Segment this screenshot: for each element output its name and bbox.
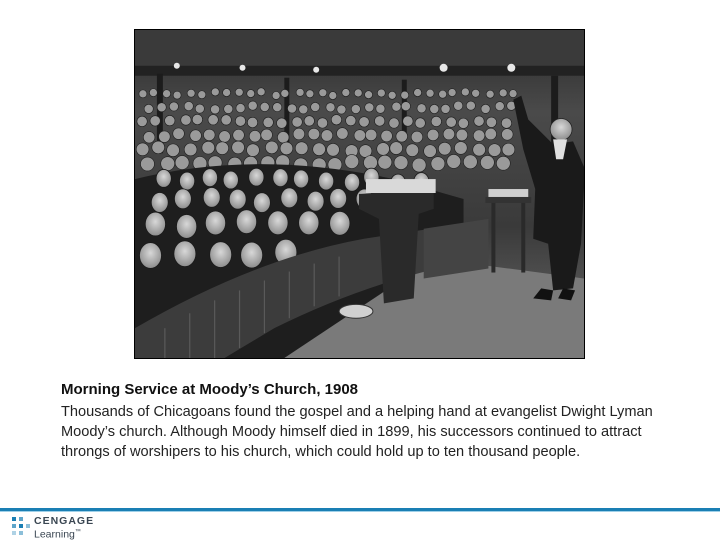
crowd-head	[377, 89, 385, 97]
crowd-head	[232, 141, 245, 154]
crowd-head	[327, 143, 340, 156]
crowd-head	[236, 104, 245, 113]
crowd-face	[330, 189, 347, 209]
crowd-head	[202, 141, 215, 154]
crowd-head	[223, 89, 231, 97]
crowd-head	[299, 105, 308, 114]
crowd-face	[179, 172, 194, 190]
crowd-head	[454, 101, 463, 110]
crowd-face	[205, 211, 225, 235]
crowd-face	[344, 173, 359, 191]
crowd-head	[412, 158, 426, 172]
crowd-head	[392, 102, 401, 111]
crowd-head	[247, 144, 260, 157]
crowd-head	[295, 142, 308, 155]
crowd-head	[495, 102, 504, 111]
crowd-head	[438, 142, 451, 155]
crowd-head	[235, 88, 243, 96]
caption-title: Morning Service at Moody’s Church, 1908	[61, 381, 359, 398]
crowd-head	[474, 116, 484, 126]
crowd-head	[157, 103, 166, 112]
crowd-head	[485, 128, 497, 140]
crowd-head	[414, 89, 422, 97]
crowd-head	[169, 102, 178, 111]
crowd-head	[337, 128, 349, 140]
crowd-head	[165, 115, 175, 125]
crowd-head	[431, 157, 445, 171]
crowd-head	[377, 143, 390, 156]
crowd-head	[417, 104, 426, 113]
crowd-face	[330, 211, 350, 235]
crowd-head	[247, 117, 257, 127]
crowd-head	[181, 115, 191, 125]
crowd-head	[308, 128, 320, 140]
crowd-head	[351, 104, 360, 113]
crowd-head	[187, 89, 195, 97]
crowd-head	[486, 90, 494, 98]
crowd-head	[263, 117, 273, 127]
crowd-head	[376, 104, 385, 113]
crowd-face	[210, 242, 232, 268]
crowd-head	[184, 101, 193, 110]
crowd-head	[486, 117, 496, 127]
crowd-head	[287, 104, 296, 113]
crowd-head	[496, 156, 510, 170]
crowd-head	[472, 89, 480, 97]
crowd-head	[260, 102, 269, 111]
crowd-head	[345, 155, 359, 169]
crowd-head	[192, 114, 202, 124]
crowd-head	[190, 130, 202, 142]
crowd-face	[202, 169, 217, 187]
crowd-head	[354, 130, 366, 142]
crowd-head	[184, 143, 197, 156]
crowd-head	[331, 115, 341, 125]
crowd-face	[307, 191, 324, 211]
crowd-head	[159, 131, 171, 143]
crowd-head	[204, 129, 216, 141]
crowd-head	[293, 128, 305, 140]
crowd-head	[359, 117, 369, 127]
crowd-head	[378, 155, 392, 169]
crowd-head	[143, 132, 155, 144]
crowd-face	[268, 211, 288, 235]
crowd-head	[346, 115, 356, 125]
church-crowd-image	[135, 30, 584, 358]
crowd-head	[163, 90, 171, 98]
crowd-face	[223, 171, 238, 189]
crowd-head	[272, 92, 280, 100]
crowd-head	[499, 89, 507, 97]
crowd-head	[415, 118, 425, 128]
crowd-head	[224, 104, 233, 113]
crowd-head	[247, 90, 255, 98]
crowd-head	[406, 144, 419, 157]
crowd-head	[466, 101, 475, 110]
cengage-logo	[12, 515, 132, 539]
crowd-head	[296, 88, 304, 96]
crowd-face	[139, 243, 161, 269]
crowd-head	[431, 116, 441, 126]
crowd-head	[216, 142, 229, 155]
crowd-head	[446, 117, 456, 127]
crowd-head	[141, 157, 155, 171]
crowd-head	[426, 89, 434, 97]
crowd-head	[388, 91, 396, 99]
crowd-face	[299, 211, 319, 235]
crowd-face	[318, 172, 333, 190]
crowd-head	[354, 89, 362, 97]
crowd-head	[481, 104, 490, 113]
crowd-head	[473, 143, 486, 156]
crowd-face	[174, 241, 196, 267]
crowd-head	[280, 142, 293, 155]
crowd-head	[403, 116, 413, 126]
crowd-head	[265, 141, 278, 154]
crowd-head	[448, 89, 456, 97]
crowd-face	[253, 193, 270, 213]
crowd-head	[144, 104, 153, 113]
crowd-head	[257, 88, 265, 96]
historical-photograph	[134, 29, 585, 359]
crowd-head	[321, 130, 333, 142]
crowd-head	[277, 132, 289, 144]
crowd-head	[458, 118, 468, 128]
crowd-head	[195, 104, 204, 113]
crowd-face	[203, 187, 220, 207]
crowd-face	[281, 188, 298, 208]
crowd-face	[174, 189, 191, 209]
logo-brand-line2-text: Learning	[34, 528, 75, 541]
crowd-face	[176, 215, 196, 239]
crowd-head	[365, 91, 373, 99]
crowd-head	[394, 156, 408, 170]
crowd-head	[173, 91, 181, 99]
crowd-head	[319, 89, 327, 97]
crowd-head	[390, 142, 403, 155]
crowd-head	[473, 130, 485, 142]
crowd-face	[145, 212, 165, 236]
crowd-head	[389, 118, 399, 128]
crowd-head	[365, 129, 377, 141]
crowd-head	[411, 131, 423, 143]
cengage-logo-mark-icon	[12, 517, 30, 535]
crowd-head	[501, 118, 511, 128]
crowd-head	[463, 155, 477, 169]
crowd-head	[337, 105, 346, 114]
crowd-head	[149, 89, 157, 97]
crowd-face	[236, 210, 256, 234]
crowd-head	[249, 130, 261, 142]
crowd-head	[221, 115, 231, 125]
crowd-face	[293, 170, 308, 188]
crowd-head	[235, 116, 245, 126]
crowd-head	[304, 116, 314, 126]
crowd-head	[502, 129, 514, 141]
crowd-head	[173, 128, 185, 140]
crowd-head	[439, 90, 447, 98]
crowd-head	[447, 154, 461, 168]
crowd-head	[139, 90, 147, 98]
crowd-head	[430, 104, 439, 113]
crowd-head	[248, 101, 257, 110]
crowd-head	[342, 89, 350, 97]
crowd-head	[509, 90, 517, 98]
crowd-head	[198, 91, 206, 99]
crowd-head	[167, 144, 180, 157]
crowd-face	[241, 242, 263, 268]
logo-trademark: ™	[74, 529, 81, 535]
crowd-face	[273, 169, 288, 187]
crowd-head	[219, 131, 231, 143]
crowd-face	[229, 189, 246, 209]
crowd-head	[427, 129, 439, 141]
crowd-head	[313, 143, 326, 156]
crowd-head	[277, 118, 287, 128]
crowd-head	[401, 102, 410, 111]
crowd-head	[152, 141, 165, 154]
crowd-head	[365, 103, 374, 112]
logo-brand-line2	[34, 526, 81, 541]
crowd-head	[461, 88, 469, 96]
crowd-head	[364, 156, 378, 170]
footer-accent-line-light	[0, 511, 720, 512]
crowd-head	[273, 103, 282, 112]
crowd-head	[137, 116, 147, 126]
crowd-head	[233, 129, 245, 141]
crowd-head	[211, 88, 219, 96]
crowd-face	[151, 192, 168, 212]
crowd-head	[317, 118, 327, 128]
crowd-head	[326, 103, 335, 112]
crowd-face	[156, 169, 171, 187]
crowd-head	[150, 116, 160, 126]
crowd-head	[381, 130, 393, 142]
crowd-head	[329, 92, 337, 100]
crowd-head	[292, 117, 302, 127]
crowd-head	[306, 90, 314, 98]
crowd-head	[208, 115, 218, 125]
crowd-head	[161, 157, 175, 171]
crowd-head	[210, 105, 219, 114]
crowd-head	[136, 143, 149, 156]
crowd-head	[175, 156, 189, 170]
crowd-head	[443, 128, 455, 140]
crowd-head	[502, 143, 515, 156]
logo-brand-line1: CENGAGE	[34, 515, 95, 527]
crowd-head	[456, 129, 468, 141]
crowd-head	[488, 144, 501, 157]
crowd-head	[480, 155, 494, 169]
caption-body: Thousands of Chicagoans found the gospel and a helping hand at evangelist Dwight Lyman Moody’s church. Although Moody himself died in 1899, his successors continued to attract throngs of worshipers to his church, which could hold up to ten thousand people.	[61, 404, 653, 460]
crowd-face	[249, 168, 264, 186]
crowd-head	[401, 91, 409, 99]
crowd-head	[311, 102, 320, 111]
crowd-head	[281, 89, 289, 97]
crowd-head	[441, 104, 450, 113]
crowd-head	[454, 142, 467, 155]
crowd-head	[396, 131, 408, 143]
crowd-head	[374, 116, 384, 126]
crowd-head	[424, 145, 437, 158]
crowd-head	[261, 129, 273, 141]
